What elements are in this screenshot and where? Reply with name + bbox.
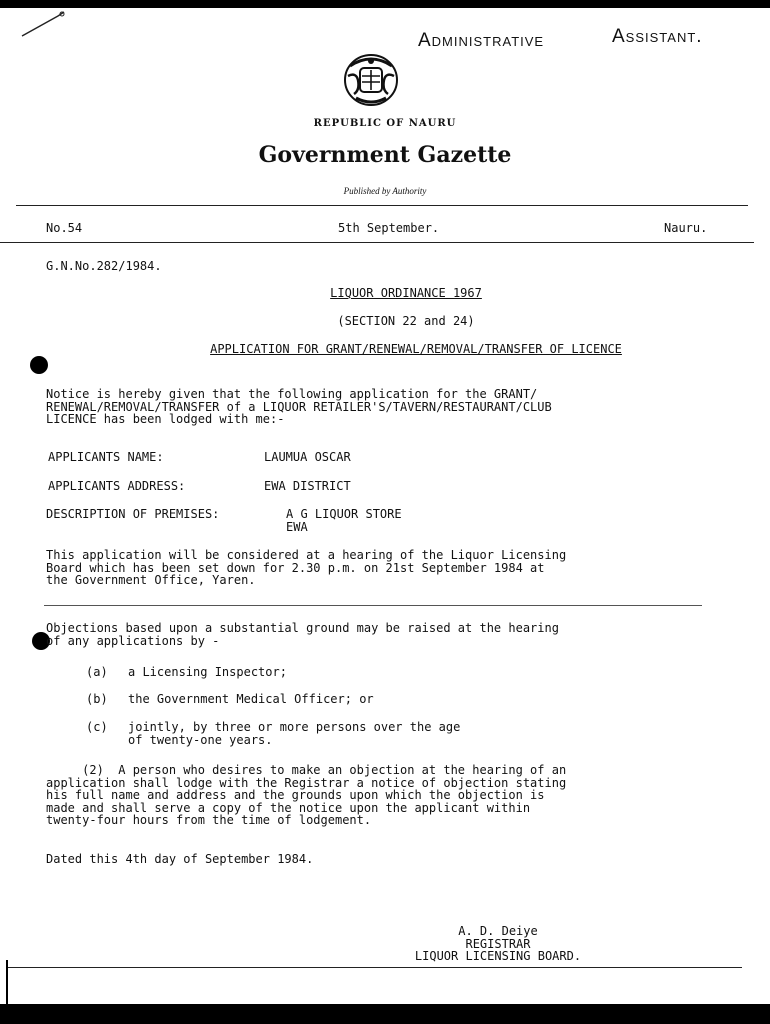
signatory-board: LIQUOR LICENSING BOARD. — [414, 949, 582, 963]
divider — [8, 967, 742, 968]
issue-date: 5th September. — [338, 221, 440, 235]
gazette-title: Government Gazette — [258, 142, 512, 168]
list-item-mark: (a) — [86, 665, 108, 679]
scan-left-edge — [6, 960, 8, 1004]
list-item-text: jointly, by three or more persons over the age of twenty-one years. — [128, 720, 461, 747]
objection-procedure-paragraph: (2) A person who desires to make an objection at the hearing of an application shall lodge with the Registrar a notice of objection stating his full name and address and the grounds upon which the objection is made and shall serve a copy of the notice upon the applicant within twenty-four hours from the time of lodgement. — [46, 763, 567, 827]
notice-intro: Notice is hereby given that the following application for the GRANT/ RENEWAL/REMOVAL/TRANSFER of a LIQUOR RETAILER'S/TAVERN/RESTAURANT/CLUB LICENCE has been lodged with me:- — [46, 387, 552, 426]
nauru-crest-icon — [336, 50, 406, 108]
list-item-mark: (c) — [86, 720, 108, 734]
dated-line: Dated this 4th day of September 1984. — [46, 852, 314, 866]
authority-line: Published by Authority — [343, 186, 427, 196]
signatory-title: REGISTRAR — [465, 936, 531, 951]
ordinance-section: (SECTION 22 and 24) — [337, 314, 475, 328]
premises-value: A G LIQUOR STORE EWA — [286, 507, 402, 534]
notice-number: G.N.No.282/1984. — [46, 259, 162, 273]
issue-place: Nauru. — [664, 221, 708, 235]
applicant-name-label: APPLICANTS NAME: — [48, 450, 164, 464]
divider — [0, 242, 754, 243]
punch-hole — [30, 356, 48, 374]
handwritten-annotation: Assistant. — [612, 26, 703, 47]
premises-label: DESCRIPTION OF PREMISES: — [46, 507, 220, 521]
republic-heading: REPUBLIC OF NAURU — [313, 118, 457, 129]
divider — [44, 605, 702, 606]
pen-mark-icon — [18, 10, 78, 40]
divider — [16, 205, 748, 206]
issue-number: No.54 — [46, 221, 83, 235]
scan-top-border — [0, 0, 770, 8]
objections-paragraph: Objections based upon a substantial ground may be raised at the hearing of any applications by - — [46, 621, 559, 648]
list-item-text: the Government Medical Officer; or — [128, 692, 374, 706]
ordinance-title: LIQUOR ORDINANCE 1967 — [330, 286, 482, 300]
signature-block — [380, 925, 616, 963]
applicant-address-value: EWA DISTRICT — [264, 479, 351, 493]
application-heading: APPLICATION FOR GRANT/RENEWAL/REMOVAL/TRANSFER OF LICENCE — [210, 342, 622, 356]
signatory-name: A. D. Deiye — [458, 924, 538, 938]
hearing-paragraph: This application will be considered at a hearing of the Liquor Licensing Board which has been set down for 2.30 p.m. on 21st September 1984 at the Government Office, Yaren. — [46, 548, 567, 587]
applicant-name-value: LAUMUA OSCAR — [264, 450, 351, 464]
handwritten-annotation: Administrative — [418, 30, 545, 51]
scan-bottom-border — [0, 1004, 770, 1024]
list-item-mark: (b) — [86, 692, 108, 706]
applicant-address-label: APPLICANTS ADDRESS: — [48, 479, 186, 493]
list-item-text: a Licensing Inspector; — [128, 665, 287, 679]
